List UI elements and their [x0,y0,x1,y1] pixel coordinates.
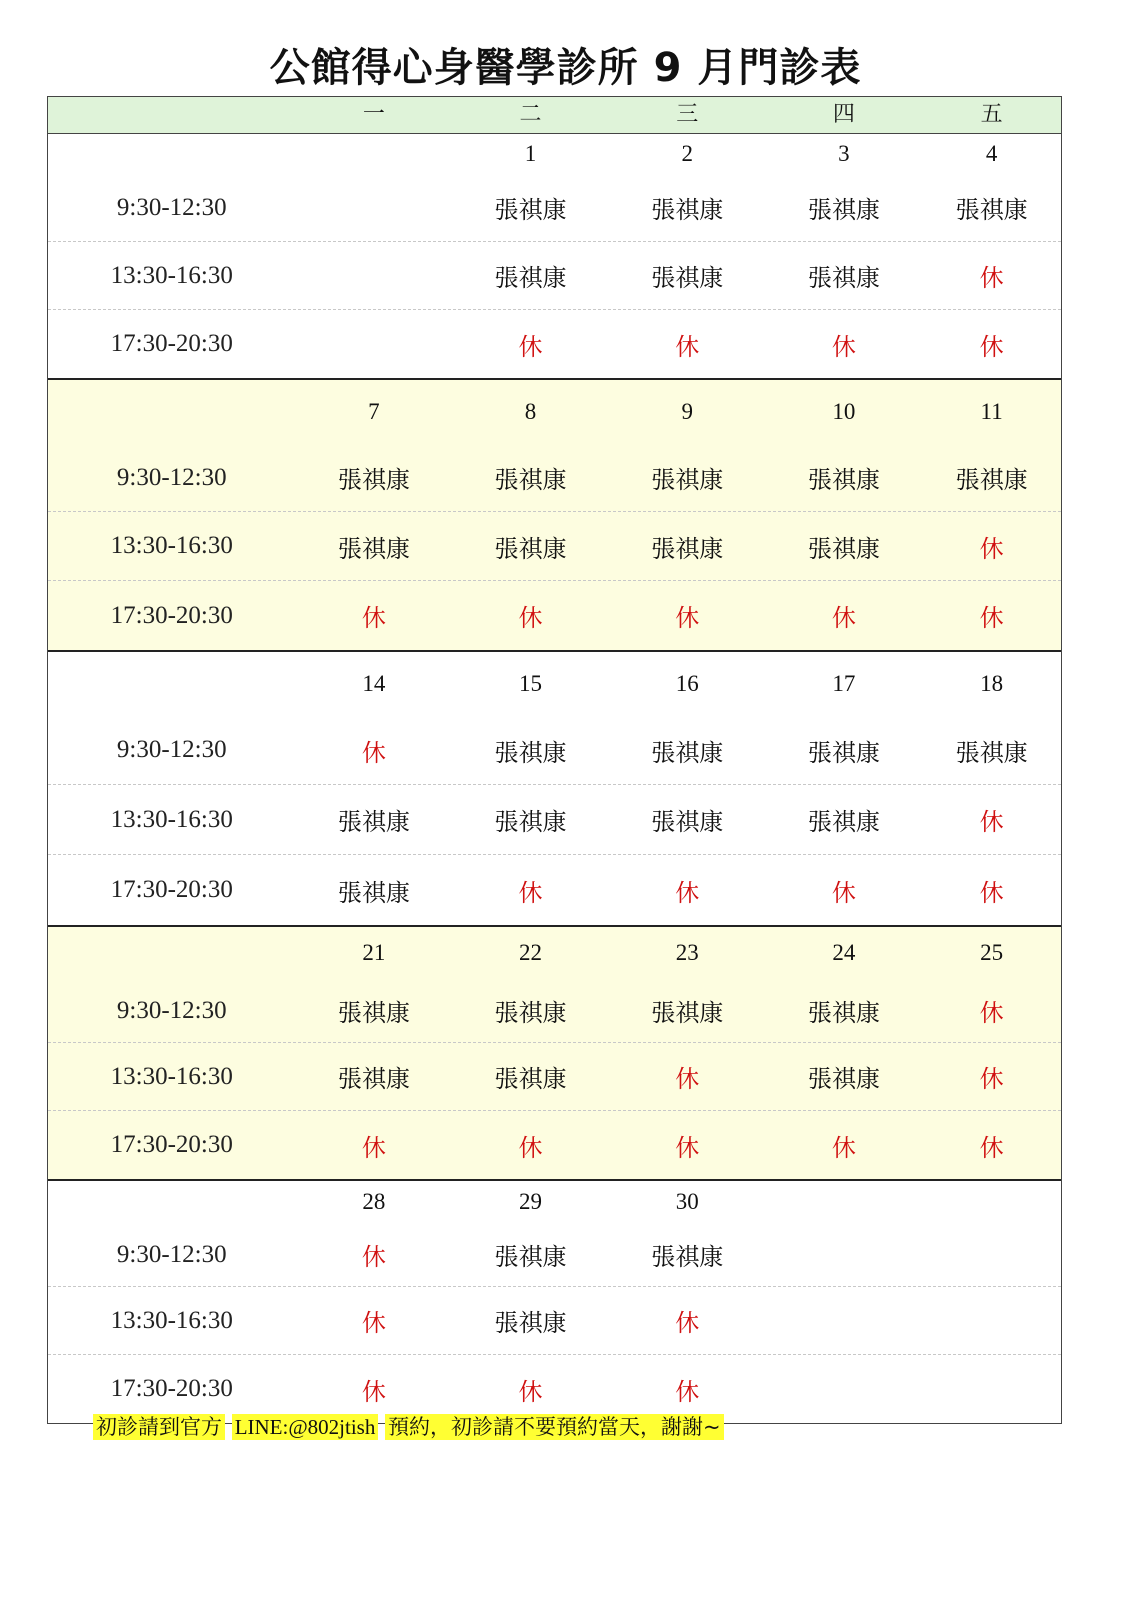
doctor-cell: 張祺康 [651,264,724,292]
doctor-cell: 張祺康 [494,999,567,1027]
date-cell: 18 [980,671,1004,696]
closed-cell: 休 [831,604,856,632]
doctor-cell: 張祺康 [494,1243,567,1271]
time-slot-label: 13:30-16:30 [110,1306,233,1334]
closed-cell: 休 [518,604,543,632]
date-row [48,134,1061,174]
date-cell: 2 [681,141,693,166]
time-slot-row [48,785,1061,855]
date-cell: 30 [675,1189,699,1214]
time-slot-row [48,174,1061,242]
closed-cell: 休 [979,332,1004,361]
doctor-cell: 張祺康 [807,264,880,292]
closed-cell: 休 [831,332,856,361]
time-slot-label: 13:30-16:30 [110,261,233,289]
doctor-cell: 張祺康 [651,808,724,836]
date-cell: 10 [832,399,856,424]
doctor-cell: 張祺康 [807,466,880,494]
closed-cell: 休 [979,264,1004,292]
time-slot-label: 13:30-16:30 [110,532,233,559]
closed-cell: 休 [979,1133,1004,1162]
time-slot-row [48,512,1061,581]
date-cell: 17 [832,671,856,696]
weekday-fri: 五 [980,102,1003,127]
doctor-cell: 張祺康 [807,738,880,767]
doctor-cell: 張祺康 [807,999,880,1027]
doctor-cell: 張祺康 [337,534,410,563]
closed-cell: 休 [361,738,386,767]
clinic-schedule-table [47,96,1062,1424]
closed-cell: 休 [361,1377,386,1406]
closed-cell: 休 [518,878,543,907]
closed-cell: 休 [979,999,1004,1027]
date-cell: 7 [368,399,380,424]
doctor-cell: 張祺康 [494,466,567,494]
time-slot-label: 9:30-12:30 [116,1240,227,1268]
doctor-cell: 張祺康 [807,534,880,563]
doctor-cell: 張祺康 [494,1309,567,1337]
time-slot-row [48,1287,1061,1355]
doctor-cell: 張祺康 [337,878,410,907]
time-slot-label: 9:30-12:30 [116,736,227,763]
date-cell: 4 [985,141,998,166]
doctor-cell: 張祺康 [337,808,410,836]
time-slot-row [48,716,1061,785]
time-slot-row [48,979,1061,1043]
closed-cell: 休 [361,1309,386,1337]
doctor-cell: 張祺康 [955,196,1028,224]
booking-note [93,1413,724,1441]
closed-cell: 休 [979,534,1004,563]
closed-cell: 休 [675,878,700,907]
weekday-tue: 二 [519,102,542,127]
closed-cell: 休 [831,878,856,907]
doctor-cell: 張祺康 [494,196,567,224]
weekday-wed: 三 [676,102,699,127]
closed-cell: 休 [979,808,1004,836]
doctor-cell: 張祺康 [651,466,724,494]
page-title: 公館得心身醫學診所 9 月門診表 [269,45,862,91]
weekday-header-row [48,97,1061,134]
closed-cell: 休 [675,1133,700,1162]
date-cell: 24 [832,940,856,965]
week-block [48,380,1061,652]
date-cell: 28 [362,1189,386,1214]
date-cell: 21 [362,940,386,965]
time-slot-row [48,1043,1061,1111]
date-cell: 29 [519,1189,543,1214]
note-part-3: 預約，初診請不要預約當天，謝謝~ [385,1414,724,1440]
doctor-cell: 張祺康 [955,466,1028,494]
closed-cell: 休 [979,1065,1004,1093]
doctor-cell: 張祺康 [651,534,724,563]
closed-cell: 休 [675,1065,700,1093]
week-block [48,927,1061,1181]
doctor-cell: 張祺康 [651,738,724,767]
closed-cell: 休 [361,1243,386,1271]
time-slot-label: 17:30-20:30 [110,1375,233,1402]
header-blank-cell [48,97,296,133]
closed-cell: 休 [675,332,700,361]
date-cell: 8 [524,399,537,424]
closed-cell: 休 [361,1133,386,1162]
time-slot-label: 13:30-16:30 [110,1062,233,1090]
week-block [48,652,1061,927]
date-row [48,927,1061,979]
doctor-cell: 張祺康 [494,534,567,563]
time-slot-row [48,444,1061,512]
date-cell: 1 [524,141,537,166]
closed-cell: 休 [979,878,1004,907]
date-row [48,380,1061,444]
time-slot-label: 17:30-20:30 [110,876,233,903]
time-slot-row [48,242,1061,310]
closed-cell: 休 [518,332,543,361]
doctor-cell: 張祺康 [494,738,567,767]
date-cell: 16 [675,671,699,696]
closed-cell: 休 [675,604,700,632]
time-slot-label: 17:30-20:30 [110,1131,233,1158]
time-slot-label: 13:30-16:30 [110,805,233,833]
date-cell: 22 [519,940,543,965]
date-row [48,1181,1061,1223]
time-slot-label: 9:30-12:30 [116,193,227,221]
doctor-cell: 張祺康 [337,1065,410,1093]
doctor-cell: 張祺康 [651,1243,724,1271]
time-slot-label: 9:30-12:30 [116,463,227,491]
week-block [48,134,1061,380]
doctor-cell: 張祺康 [494,808,567,836]
weekday-thu: 四 [832,102,855,127]
date-cell: 15 [519,671,543,696]
closed-cell: 休 [675,1309,700,1337]
closed-cell: 休 [831,1133,856,1162]
date-cell: 3 [838,141,850,166]
weekday-mon: 一 [362,102,385,127]
doctor-cell: 張祺康 [651,999,724,1027]
time-slot-row [48,1223,1061,1287]
doctor-cell: 張祺康 [494,1065,567,1093]
time-slot-row [48,310,1061,378]
time-slot-row [48,855,1061,925]
closed-cell: 休 [979,604,1004,632]
time-slot-label: 9:30-12:30 [116,996,227,1024]
closed-cell: 休 [518,1133,543,1162]
date-cell: 25 [980,940,1004,965]
doctor-cell: 張祺康 [337,466,410,494]
doctor-cell: 張祺康 [807,196,880,224]
weeks-container [48,134,1061,1423]
doctor-cell: 張祺康 [807,1065,880,1093]
time-slot-label: 17:30-20:30 [110,330,233,357]
doctor-cell: 張祺康 [955,738,1028,767]
doctor-cell: 張祺康 [494,264,567,292]
date-cell: 11 [980,399,1003,424]
closed-cell: 休 [518,1377,543,1406]
date-cell: 9 [681,399,693,424]
doctor-cell: 張祺康 [807,808,880,836]
closed-cell: 休 [361,604,386,632]
time-slot-row [48,581,1061,650]
time-slot-row [48,1111,1061,1179]
doctor-cell: 張祺康 [337,999,410,1027]
date-row [48,652,1061,716]
note-part-1: 初診請到官方 [93,1414,225,1440]
week-block [48,1181,1061,1423]
closed-cell: 休 [675,1377,700,1406]
doctor-cell: 張祺康 [651,196,724,224]
time-slot-label: 17:30-20:30 [110,601,233,629]
line-id-text: LINE:@802jtish [232,1414,379,1440]
date-cell: 23 [675,940,699,965]
date-cell: 14 [362,671,386,696]
